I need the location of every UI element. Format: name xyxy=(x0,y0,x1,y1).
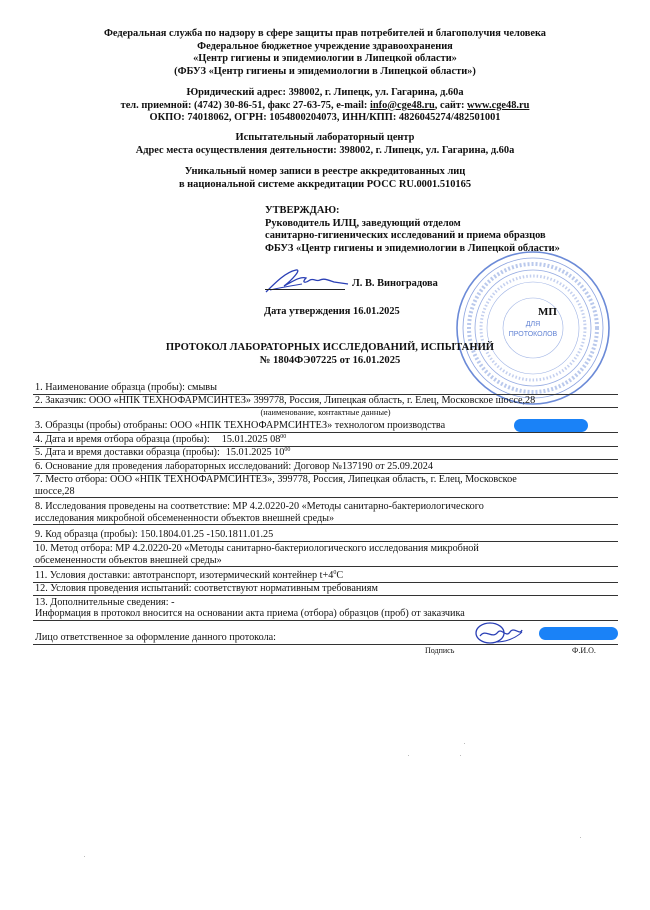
field-sample-name xyxy=(33,382,618,395)
approver-signature xyxy=(262,266,352,296)
field-label: 4. Дата и время отбора образца (пробы): xyxy=(35,434,210,445)
field-customer xyxy=(33,395,618,408)
field-text: 9. Код образца (пробы): 150.1804.01.25 -150.1811.01.25 xyxy=(35,529,274,540)
approval-heading: УТВЕРЖДАЮ: xyxy=(265,205,340,216)
approval-line: ФБУЗ «Центр гигиены и эпидемиологии в Липецкой области» xyxy=(265,242,560,254)
registry-line: в национальной системе аккредитации РОСС RU.0001.510165 xyxy=(178,178,472,190)
field-text: 6. Основание для проведения лабораторных исследований: Договор №137190 от 25.09.2024 xyxy=(35,461,433,472)
protocol-title-block xyxy=(120,342,540,367)
field-value: 15.01.2025 08 xyxy=(221,434,281,445)
contacts-line xyxy=(0,100,650,113)
contact-block xyxy=(0,87,650,125)
header-line: Федеральное бюджетное учреждение здравоохранения xyxy=(197,40,453,52)
field-research-standard xyxy=(33,501,618,525)
email-link[interactable]: info@cge48.ru xyxy=(369,99,435,111)
scan-speck xyxy=(464,743,465,744)
temperature-unit: С xyxy=(336,570,344,581)
name-caption: Ф.И.О. xyxy=(572,646,596,655)
legal-address: Юридический адрес: 398002, г. Липецк, ул. Гагарина, д.60а xyxy=(186,87,464,98)
registry-line: Уникальный номер записи в реестре аккредитованных лиц xyxy=(184,166,466,177)
phone-fax-text: тел. приемной: (4742) 30-86-51, факс 27-63-75, e-mail: xyxy=(120,99,370,111)
field-label: 5. Дата и время доставки образца (пробы): xyxy=(35,447,220,458)
field-sample-code xyxy=(33,529,618,542)
field-text: 12. Условия проведения испытаний: соответствуют нормативным требованиям xyxy=(35,583,378,594)
approver-name: Л. В. Виноградова xyxy=(352,278,438,289)
field-text: 10. Метод отбора: МР 4.2.0220-20 «Методы санитарно-бактериологического исследования микробной xyxy=(35,543,479,554)
customer-note: (наименование, контактные данные) xyxy=(260,408,391,417)
field-sampling-method xyxy=(33,543,618,567)
approval-line: санитарно-гигиенических исследований и приема образцов xyxy=(265,230,546,242)
lab-center-block xyxy=(0,132,650,157)
field-value: 15.01.2025 10 xyxy=(225,447,285,458)
approval-date: Дата утверждения 16.01.2025 xyxy=(264,306,400,317)
responsible-person xyxy=(33,632,618,645)
field-sampling-datetime xyxy=(33,434,618,447)
field-text: шоссе,28 xyxy=(35,485,75,497)
site-prefix: , сайт: xyxy=(434,99,468,111)
degree-mark: 0 xyxy=(333,570,337,576)
header-line: Федеральная служба по надзору в сфере защиты прав потребителей и благополучия человека xyxy=(103,28,547,39)
svg-text:ПРОТОКОЛОВ: ПРОТОКОЛОВ xyxy=(508,331,558,338)
field-additional-info-text xyxy=(33,608,618,621)
organization-header xyxy=(0,28,650,78)
registration-codes: ОКПО: 74018062, ОГРН: 1054800204073, ИНН/КПП: 4826045274/482501001 xyxy=(149,112,501,124)
field-text: 8. Исследования проведены на соответствие: МР 4.2.0220-20 «Методы санитарно-бактериологического xyxy=(35,501,484,512)
field-text: обсемененности объектов внешней среды» xyxy=(35,554,222,566)
responsible-label: Лицо ответственное за оформление данного протокола: xyxy=(35,632,277,643)
scan-speck xyxy=(84,856,85,857)
field-minutes: 00 xyxy=(280,434,287,440)
redaction-mark xyxy=(514,419,588,432)
signature-caption: Подпись xyxy=(425,646,455,655)
field-text: 2. Заказчик: ООО «НПК ТЕХНОФАРМСИНТЕЗ» 399778, Россия, Липецкая область, г. Елец, Московское шоссе,28 xyxy=(35,395,536,406)
website-link[interactable]: www.cge48.ru xyxy=(467,99,530,111)
field-basis xyxy=(33,461,618,474)
field-text: 7. Место отбора: ООО «НПК ТЕХНОФАРМСИНТЕЗ», 399778, Россия, Липецкая область, г. Елец, Московское xyxy=(35,474,517,485)
seal-place-mark: МП xyxy=(538,306,557,318)
field-text: исследования микробной обсемененности объектов внешней среды» xyxy=(35,512,335,524)
field-delivery-conditions xyxy=(33,570,618,583)
signature-line xyxy=(265,289,345,290)
field-text: Информация в протокол вносится на основании акта приема (отбора) образцов (проб) от заказчика xyxy=(35,608,465,619)
header-line: (ФБУЗ «Центр гигиены и эпидемиологии в Липецкой области») xyxy=(174,65,476,77)
header-line: «Центр гигиены и эпидемиологии в Липецкой области» xyxy=(193,53,457,65)
redaction-mark xyxy=(539,627,618,640)
activity-address: Адрес места осуществления деятельности: 398002, г. Липецк, ул. Гагарина, д.60а xyxy=(135,144,515,156)
lab-center-name: Испытательный лабораторный центр xyxy=(235,132,415,143)
scan-speck xyxy=(460,755,461,756)
protocol-title: ПРОТОКОЛ ЛАБОРАТОРНЫХ ИССЛЕДОВАНИЙ, ИСПЫТАНИЙ xyxy=(165,342,495,353)
field-additional-info xyxy=(33,597,618,609)
field-sampling-place xyxy=(33,474,618,498)
field-text: 1. Наименование образца (пробы): смывы xyxy=(35,382,217,393)
field-text: 11. Условия доставки: автотранспорт, изотермический контейнер t+4 xyxy=(35,570,334,581)
responsible-signature xyxy=(466,620,526,646)
field-minutes: 00 xyxy=(284,447,291,453)
approval-line: Руководитель ИЛЦ, заведующий отделом xyxy=(265,217,461,229)
scan-speck xyxy=(408,755,409,756)
accreditation-block xyxy=(0,166,650,191)
field-test-conditions xyxy=(33,583,618,596)
scan-speck xyxy=(580,837,581,838)
field-text: 13. Дополнительные сведения: - xyxy=(35,597,175,608)
svg-text:ДЛЯ: ДЛЯ xyxy=(525,321,541,328)
field-text: 3. Образцы (пробы) отобраны: ООО «НПК ТЕХНОФАРМСИНТЕЗ» технологом производства xyxy=(35,420,446,431)
protocol-number: № 1804ФЭ07225 от 16.01.2025 xyxy=(259,354,401,366)
field-delivery-datetime xyxy=(33,447,618,460)
